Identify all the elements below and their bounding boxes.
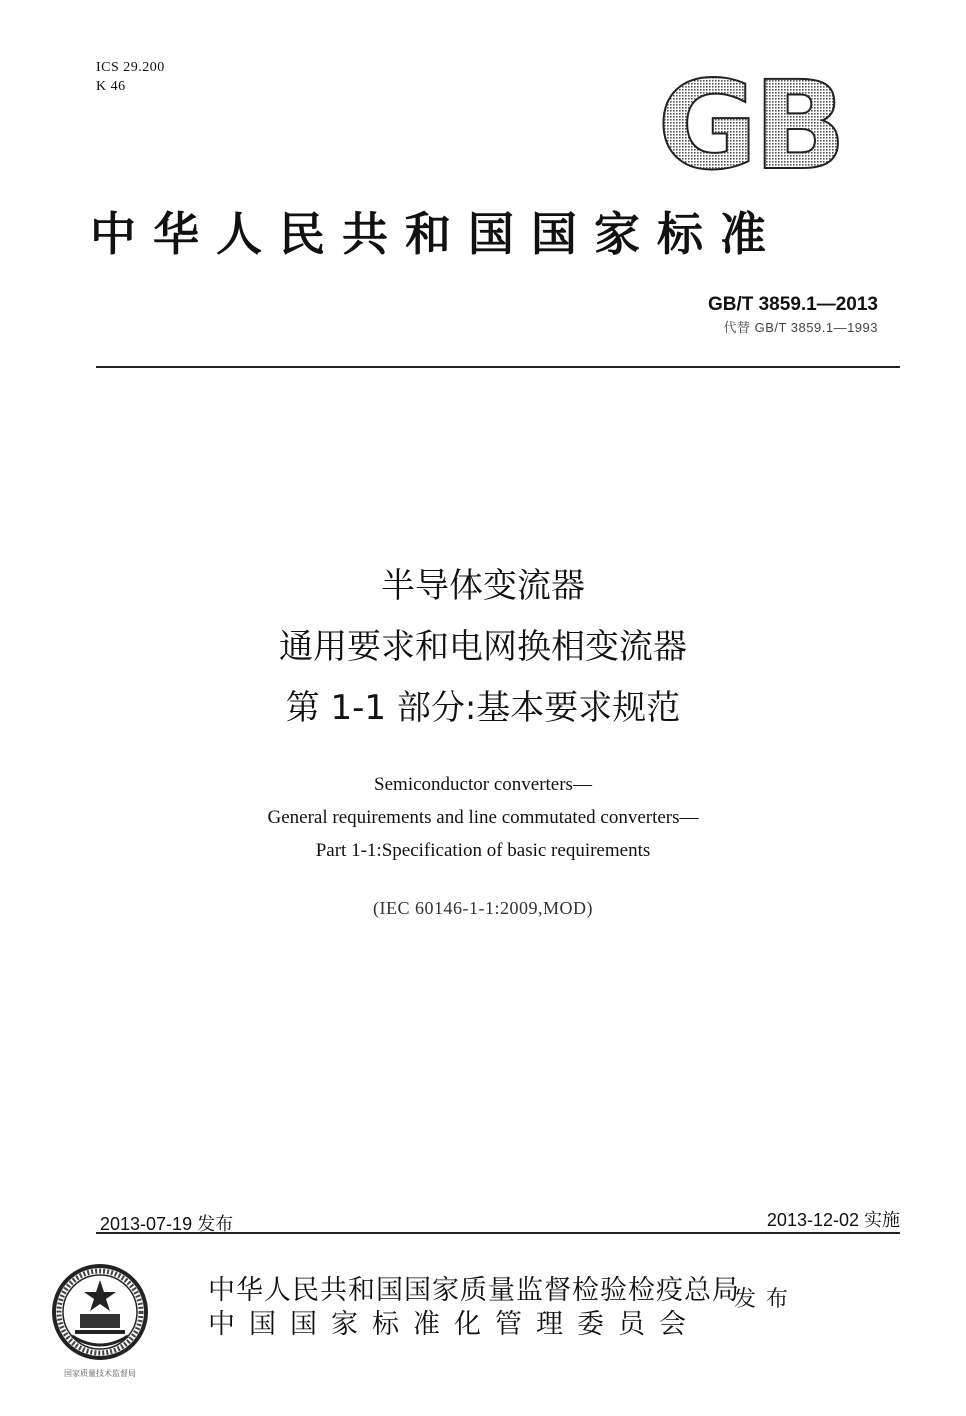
top-divider — [96, 366, 900, 368]
gb-logo — [655, 68, 845, 178]
seal-caption: 国家质量技术监督局 — [64, 1369, 136, 1378]
replaces-standard: 代替 GB/T 3859.1—1993 — [723, 320, 878, 335]
iec-reference: (IEC 60146-1-1:2009,MOD) — [373, 898, 593, 918]
standard-number: GB/T 3859.1—2013 — [707, 294, 878, 315]
bottom-divider — [96, 1232, 900, 1234]
chinese-title-line: 第 1-1 部分:基本要求规范 — [285, 688, 681, 728]
chinese-title-line: 通用要求和电网换相变流器 — [279, 627, 687, 667]
issuer-aqsiq: 中华人民共和国国家质量监督检验检疫总局 — [208, 1275, 740, 1306]
publish-label: 发布 — [734, 1287, 799, 1312]
standard-number-block — [708, 294, 878, 336]
ccs-code: K 46 — [96, 79, 126, 94]
chinese-title — [0, 556, 966, 739]
implementation-date: 2013-12-02 实施 — [766, 1210, 900, 1230]
official-seal-icon — [50, 1262, 150, 1362]
classification-codes — [96, 58, 165, 96]
english-title-line: Part 1-1:Specification of basic requirements — [315, 840, 651, 861]
chinese-title-line: 半导体变流器 — [381, 566, 585, 606]
issuer-sac: 中国国家标准化管理委员会 — [208, 1309, 700, 1340]
english-title-line: Semiconductor converters— — [374, 774, 592, 795]
english-title — [0, 768, 966, 867]
english-title-line: General requirements and line commutated converters— — [267, 807, 699, 828]
issue-date: 2013-07-19 发布 — [100, 1214, 234, 1234]
country-standard-title: 中华人民共和国国家标准 — [90, 207, 783, 261]
ics-code: ICS 29.200 — [96, 60, 165, 75]
svg-text:GB: GB — [657, 68, 843, 178]
